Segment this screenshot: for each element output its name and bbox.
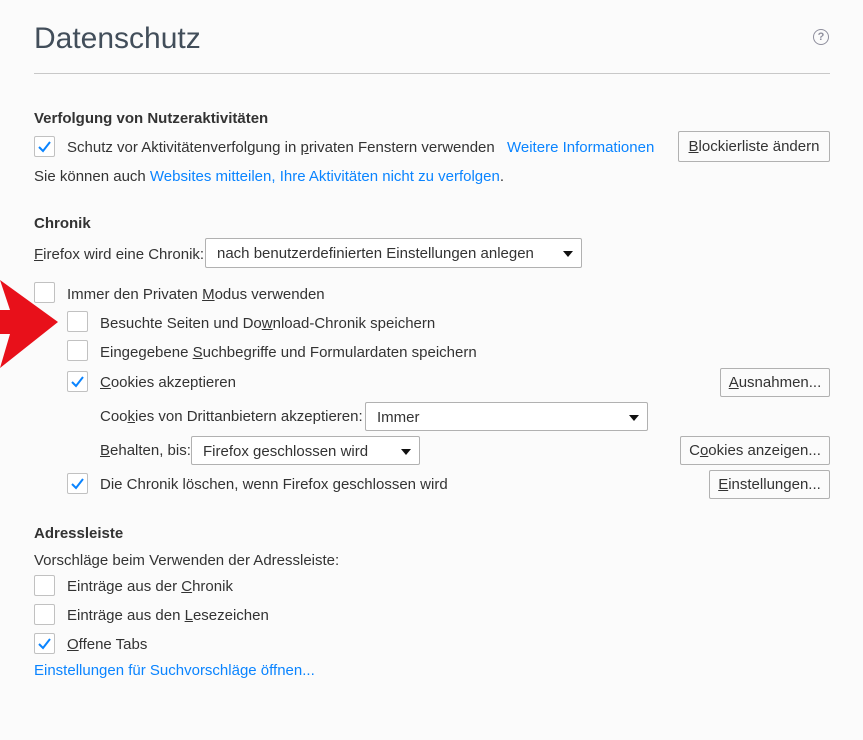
history-heading: Chronik xyxy=(34,215,91,232)
suggest-bookmarks-checkbox[interactable] xyxy=(34,604,55,625)
help-icon[interactable]: ? xyxy=(813,29,829,45)
checkmark-icon xyxy=(37,139,52,154)
red-arrow-icon xyxy=(0,280,62,372)
history-mode-label: Firefox wird eine Chronik: xyxy=(34,246,205,263)
history-mode-select[interactable]: nach benutzerdefinierten Einstellungen anlegen xyxy=(205,238,582,268)
header-divider xyxy=(34,73,830,74)
dnt-line: Sie können auch Websites mitteilen, Ihre Aktivitäten nicht zu verfolgen. xyxy=(34,168,504,185)
dropdown-arrow-icon xyxy=(563,251,573,257)
suggest-bookmarks-label: Einträge aus den Lesezeichen xyxy=(67,607,269,624)
dropdown-arrow-icon xyxy=(629,415,639,421)
show-cookies-button[interactable]: Cookies anzeigen... xyxy=(680,436,830,465)
checkmark-icon xyxy=(37,636,52,651)
search-form-checkbox[interactable] xyxy=(67,340,88,361)
checkmark-icon xyxy=(70,476,85,491)
suggest-history-checkbox[interactable] xyxy=(34,575,55,596)
suggest-history-label: Einträge aus der Chronik xyxy=(67,578,233,595)
visited-pages-checkbox[interactable] xyxy=(67,311,88,332)
clear-on-close-checkbox[interactable] xyxy=(67,473,88,494)
visited-pages-label: Besuchte Seiten und Download-Chronik speichern xyxy=(100,315,436,332)
dropdown-arrow-icon xyxy=(401,449,411,455)
clear-on-close-label: Die Chronik löschen, wenn Firefox geschlossen wird xyxy=(100,476,448,493)
page-title: Datenschutz xyxy=(34,22,201,55)
third-party-label: Cookies von Drittanbietern akzeptieren: xyxy=(100,408,363,425)
exceptions-button[interactable]: Ausnahmen... xyxy=(720,368,830,397)
search-suggestions-link[interactable]: Einstellungen für Suchvorschläge öffnen... xyxy=(34,662,315,679)
accept-cookies-checkbox[interactable] xyxy=(67,371,88,392)
history-settings-button[interactable]: Einstellungen... xyxy=(709,470,830,499)
tracking-heading: Verfolgung von Nutzeraktivitäten xyxy=(34,110,269,127)
dnt-link[interactable]: Websites mitteilen, Ihre Aktivitäten nicht zu verfolgen xyxy=(149,168,500,185)
accept-cookies-label: Cookies akzeptieren xyxy=(100,374,236,391)
keep-until-label: Behalten, bis: xyxy=(100,442,191,459)
tracking-protection-checkbox[interactable] xyxy=(34,136,55,157)
keep-until-select[interactable]: Firefox geschlossen wird xyxy=(191,436,420,465)
search-form-label: Eingegebene Suchbegriffe und Formulardaten speichern xyxy=(100,344,477,361)
addressbar-intro: Vorschläge beim Verwenden der Adressleiste: xyxy=(34,552,340,569)
change-blocklist-button[interactable]: Blockierliste ändern xyxy=(678,131,830,162)
addressbar-heading: Adressleiste xyxy=(34,525,124,542)
more-info-link[interactable]: Weitere Informationen xyxy=(507,139,655,156)
private-mode-label: Immer den Privaten Modus verwenden xyxy=(67,286,325,303)
third-party-select[interactable]: Immer xyxy=(365,402,648,431)
suggest-open-tabs-label: Offene Tabs xyxy=(67,636,148,653)
tracking-protection-label: Schutz vor Aktivitätenverfolgung in privaten Fenstern verwenden xyxy=(67,139,495,156)
suggest-open-tabs-checkbox[interactable] xyxy=(34,633,55,654)
checkmark-icon xyxy=(70,374,85,389)
